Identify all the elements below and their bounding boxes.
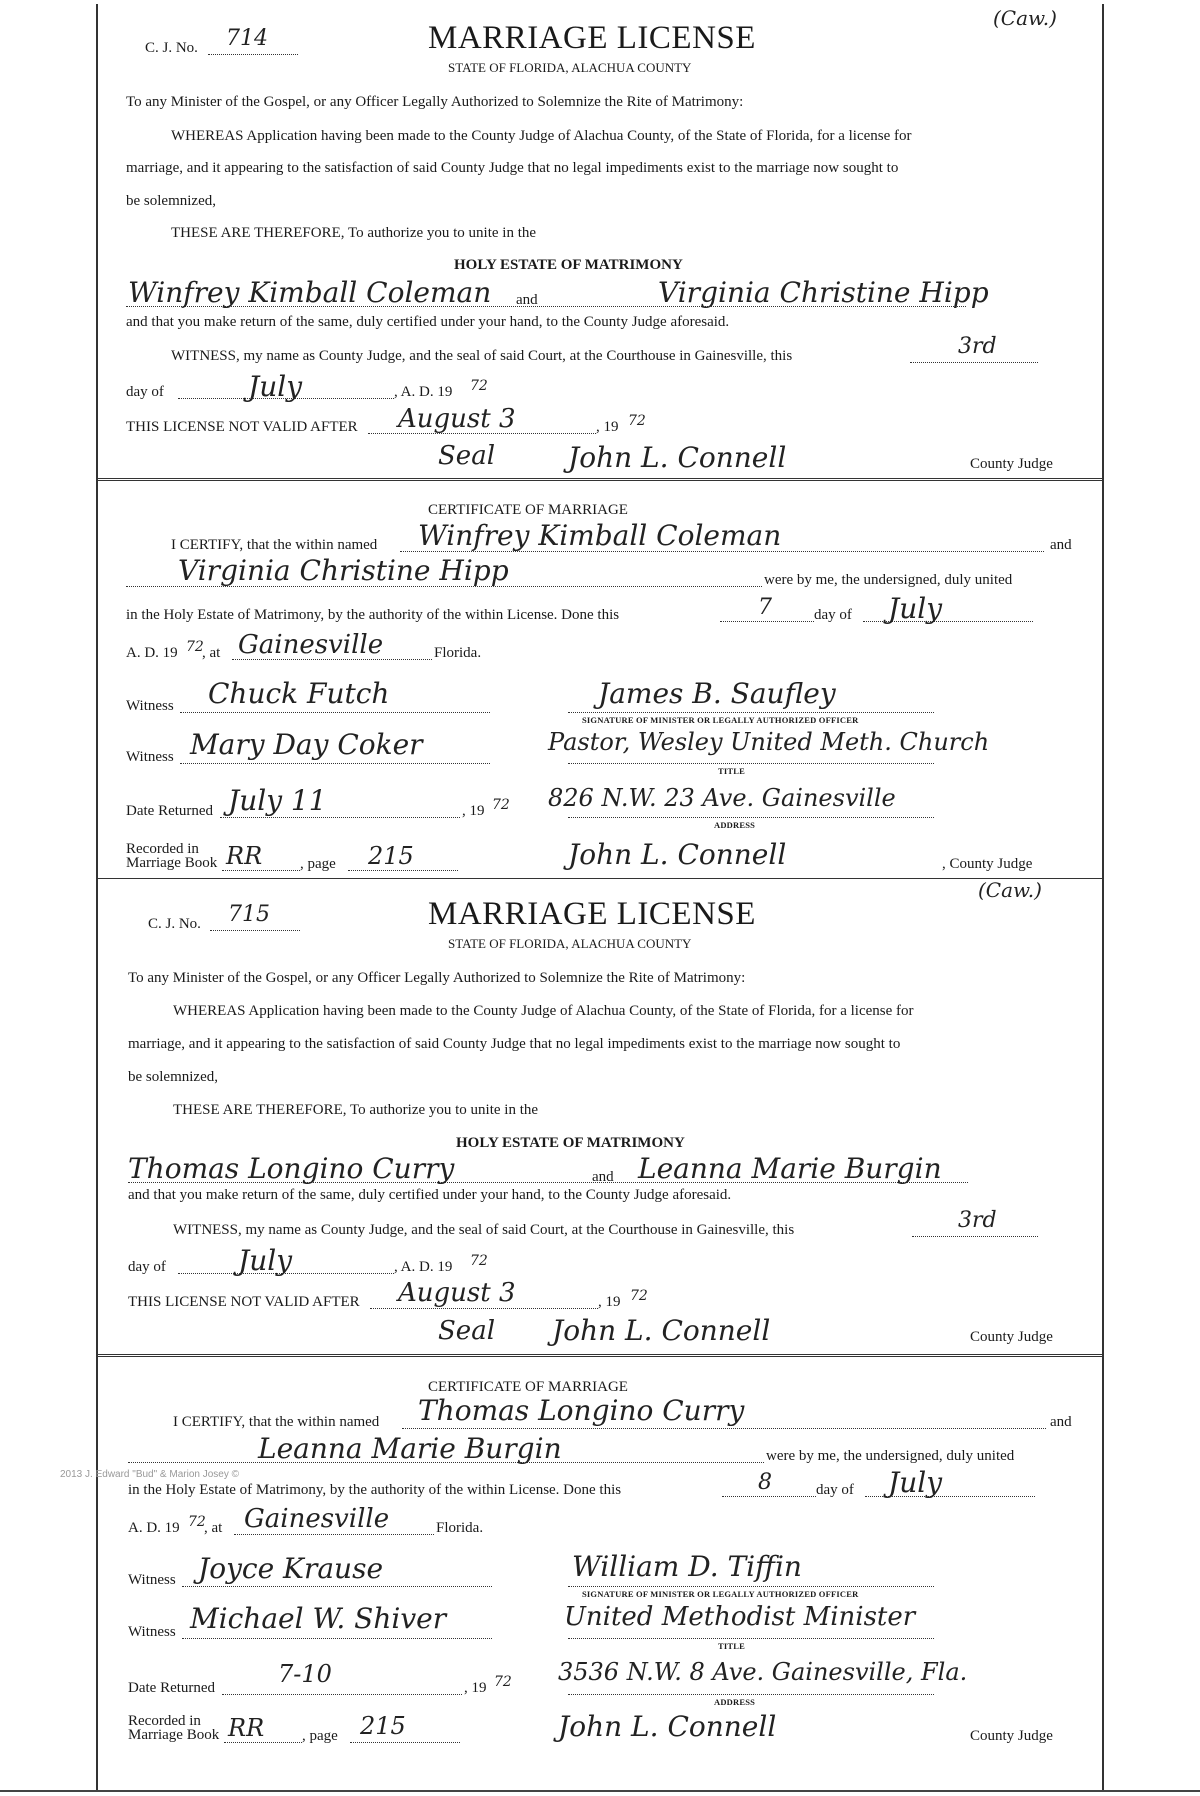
recorded-label (128, 1714, 219, 1742)
witness-1-name: Chuck Futch (208, 677, 390, 710)
not-valid-date: August 3 (398, 1278, 516, 1308)
cj-number-label: C. J. No. (145, 40, 198, 56)
document-page (96, 4, 1104, 1790)
certify-line: I CERTIFY, that the within named (171, 537, 378, 553)
record-divider (98, 878, 1102, 879)
judge-signature: John L. Connell (568, 441, 787, 474)
cert-bride-name: Leanna Marie Burgin (258, 1432, 562, 1465)
whereas-line-1: WHEREAS Application having been made to the County Judge of Alachua County, of the State of Florida, for a license for (171, 128, 912, 144)
ad-year: 72 (188, 1514, 206, 1530)
corner-notation: (Caw.) (993, 6, 1057, 30)
cert-groom-name: Winfrey Kimball Coleman (418, 519, 782, 552)
officer-title: Pastor, Wesley United Meth. Church (548, 728, 990, 756)
day-of-label: day of (814, 607, 852, 623)
date-returned-value: July 11 (228, 784, 327, 817)
and-label: and (592, 1169, 614, 1185)
corner-notation: (Caw.) (978, 878, 1042, 902)
and-label: and (1050, 537, 1072, 553)
witness-line: WITNESS, my name as County Judge, and the seal of said Court, at the Courthouse in Gainesville, this (171, 348, 793, 364)
seal-mark: Seal (438, 1316, 496, 1346)
therefore-line: THESE ARE THEREFORE, To authorize you to unite in the (171, 225, 537, 241)
witness-day: 3rd (958, 1208, 997, 1233)
bride-name: Leanna Marie Burgin (638, 1152, 942, 1185)
section-divider (98, 478, 1102, 483)
day-of-label: day of (128, 1259, 166, 1275)
officer-signature-label: SIGNATURE OF MINISTER OR LEGALLY AUTHORIZED OFFICER (582, 1589, 859, 1599)
officer-signature-label: SIGNATURE OF MINISTER OR LEGALLY AUTHORIZED OFFICER (582, 715, 859, 725)
not-valid-year: 72 (628, 413, 646, 429)
book-value: RR (226, 842, 263, 870)
whereas-line-2: marriage, and it appearing to the satisfaction of said County Judge that no legal impediments exist to the marriage now sought to (128, 1036, 901, 1052)
holy-estate-heading: HOLY ESTATE OF MATRIMONY (454, 257, 683, 273)
recorded-in-label: Recorded in (126, 841, 199, 857)
witness-1-name: Joyce Krause (198, 1552, 384, 1585)
not-valid-date: August 3 (398, 404, 516, 434)
county-judge-label: County Judge (970, 1728, 1053, 1744)
license-title: MARRIAGE LICENSE (428, 20, 756, 56)
book-value: RR (228, 1714, 265, 1742)
done-day: 7 (758, 595, 772, 620)
place-name: Gainesville (244, 1504, 390, 1534)
florida-label: Florida. (436, 1520, 484, 1536)
license-month: July (248, 370, 303, 403)
done-month: July (888, 1466, 943, 1499)
county-judge-label: County Judge (970, 456, 1053, 472)
united-line: were by me, the undersigned, duly united (766, 1448, 1015, 1464)
and-label: and (516, 292, 538, 308)
return-line: and that you make return of the same, duly certified under your hand, to the County Judge aforesaid. (126, 314, 730, 330)
address-line: To any Minister of the Gospel, or any Officer Legally Authorized to Solemnize the Rite of Matrimony: (128, 970, 746, 986)
not-valid-year: 72 (630, 1288, 648, 1304)
day-of-label: day of (816, 1482, 854, 1498)
groom-name: Thomas Longino Curry (128, 1152, 455, 1185)
done-day: 8 (758, 1470, 772, 1495)
witness-1-label: Witness (128, 1572, 176, 1588)
witness-2-label: Witness (126, 749, 174, 765)
section-divider (98, 1354, 1102, 1359)
returned-year: 72 (492, 797, 510, 813)
officer-address: 826 N.W. 23 Ave. Gainesville (548, 784, 896, 812)
florida-label: Florida. (434, 645, 482, 661)
license-subtitle: STATE OF FLORIDA, ALACHUA COUNTY (448, 60, 692, 75)
whereas-line-2: marriage, and it appearing to the satisfaction of said County Judge that no legal impediments exist to the marriage now sought to (126, 160, 899, 176)
cj-number-label: C. J. No. (148, 916, 201, 932)
ad-label: , A. D. 19 (394, 1259, 453, 1275)
witness-2-name: Michael W. Shiver (190, 1602, 447, 1635)
license-month: July (238, 1244, 293, 1277)
judge-signature: John L. Connell (552, 1314, 771, 1347)
return-line: and that you make return of the same, duly certified under your hand, to the County Judge aforesaid. (128, 1187, 732, 1203)
returned-year-label: , 19 (462, 803, 485, 819)
address-line: To any Minister of the Gospel, or any Officer Legally Authorized to Solemnize the Rite of Matrimony: (126, 94, 744, 110)
ad-label: , A. D. 19 (394, 384, 453, 400)
ad-label: A. D. 19 (128, 1520, 180, 1536)
certify-line: I CERTIFY, that the within named (173, 1414, 380, 1430)
therefore-line: THESE ARE THEREFORE, To authorize you to unite in the (173, 1102, 539, 1118)
certificate-title: CERTIFICATE OF MARRIAGE (428, 502, 628, 518)
place-name: Gainesville (238, 630, 384, 660)
cert-bride-name: Virginia Christine Hipp (178, 554, 509, 587)
holy-estate-heading: HOLY ESTATE OF MATRIMONY (456, 1135, 685, 1151)
not-valid-year-label: , 19 (596, 419, 619, 435)
groom-name: Winfrey Kimball Coleman (128, 276, 492, 309)
address-label: ADDRESS (714, 1697, 756, 1707)
date-returned-value: 7-10 (278, 1660, 332, 1688)
date-returned-label: Date Returned (128, 1680, 216, 1696)
done-month: July (888, 592, 943, 625)
not-valid-label: THIS LICENSE NOT VALID AFTER (128, 1294, 360, 1310)
address-label: ADDRESS (714, 820, 756, 830)
whereas-line-3: be solemnized, (128, 1069, 218, 1085)
witness-1-label: Witness (126, 698, 174, 714)
witness-day: 3rd (958, 334, 997, 359)
title-label: TITLE (718, 766, 745, 776)
cj-number-value: 715 (228, 902, 270, 927)
returned-year-label: , 19 (464, 1680, 487, 1696)
not-valid-year-label: , 19 (598, 1294, 621, 1310)
bride-name: Virginia Christine Hipp (658, 276, 989, 309)
officer-signature: James B. Saufley (598, 677, 836, 710)
marriage-book-label: Marriage Book (126, 855, 218, 871)
officer-title: United Methodist Minister (564, 1602, 916, 1632)
title-label: TITLE (718, 1641, 745, 1651)
ad-year: 72 (186, 639, 204, 655)
license-subtitle: STATE OF FLORIDA, ALACHUA COUNTY (448, 936, 692, 951)
by-authority-line: in the Holy Estate of Matrimony, by the authority of the within License. Done this (128, 1482, 622, 1498)
license-title: MARRIAGE LICENSE (428, 896, 756, 932)
not-valid-label: THIS LICENSE NOT VALID AFTER (126, 419, 358, 435)
witness-2-label: Witness (128, 1624, 176, 1640)
certificate-title: CERTIFICATE OF MARRIAGE (428, 1379, 628, 1395)
by-authority-line: in the Holy Estate of Matrimony, by the authority of the within License. Done this (126, 607, 620, 623)
marriage-book-label: Marriage Book (128, 1727, 220, 1743)
ad-label: A. D. 19 (126, 645, 178, 661)
united-line: were by me, the undersigned, duly united (764, 572, 1013, 588)
page-bottom-edge (0, 1790, 1200, 1792)
recorded-label (126, 842, 217, 870)
at-label: , at (204, 1520, 223, 1536)
officer-signature: William D. Tiffin (572, 1550, 802, 1583)
returned-year: 72 (494, 1674, 512, 1690)
page-value: 215 (360, 1712, 406, 1740)
whereas-line-3: be solemnized, (126, 193, 216, 209)
license-year: 72 (470, 1253, 488, 1269)
witness-2-name: Mary Day Coker (190, 728, 423, 761)
county-judge-label: County Judge (970, 1329, 1053, 1345)
page-label: , page (302, 1728, 338, 1744)
recording-judge-signature: John L. Connell (568, 838, 787, 871)
whereas-line-1: WHEREAS Application having been made to the County Judge of Alachua County, of the State of Florida, for a license for (173, 1003, 914, 1019)
license-year: 72 (470, 378, 488, 394)
page-value: 215 (368, 842, 414, 870)
county-judge-label: , County Judge (942, 856, 1033, 872)
copyright-note: 2013 J. Edward "Bud" & Marion Josey © (60, 1469, 239, 1480)
and-label: and (1050, 1414, 1072, 1430)
page-label: , page (300, 856, 336, 872)
officer-address: 3536 N.W. 8 Ave. Gainesville, Fla. (558, 1658, 968, 1686)
date-returned-label: Date Returned (126, 803, 214, 819)
recorded-in-label: Recorded in (128, 1713, 201, 1729)
cert-groom-name: Thomas Longino Curry (418, 1394, 745, 1427)
day-of-label: day of (126, 384, 164, 400)
witness-line: WITNESS, my name as County Judge, and the seal of said Court, at the Courthouse in Gainesville, this (173, 1222, 795, 1238)
recording-judge-signature: John L. Connell (558, 1710, 777, 1743)
cj-number-value: 714 (226, 26, 268, 51)
at-label: , at (202, 645, 221, 661)
seal-mark: Seal (438, 441, 496, 471)
